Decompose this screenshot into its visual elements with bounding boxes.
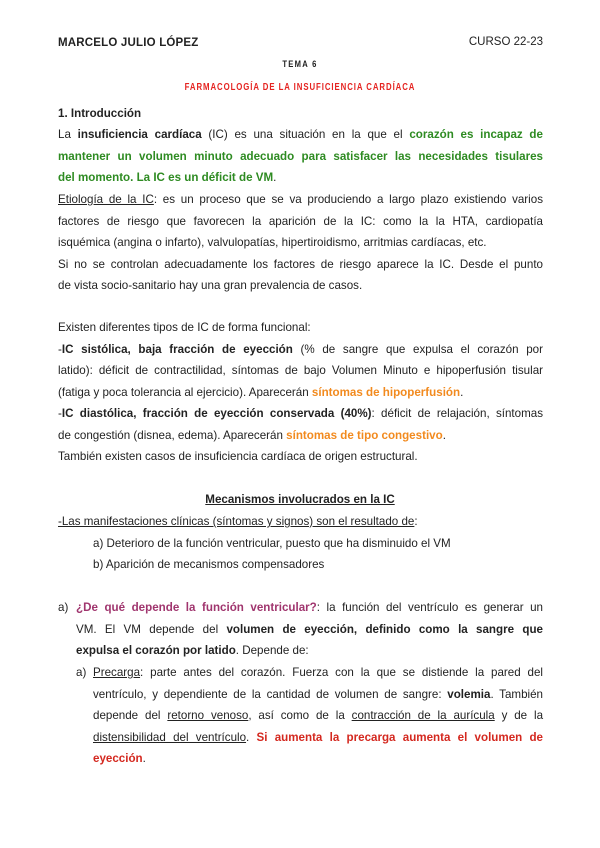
types-paragraph xyxy=(58,317,543,468)
systolic-term: IC sistólica, baja fracción de eyección xyxy=(61,342,293,356)
precarga-term: Precarga xyxy=(93,666,141,679)
mechanism-item-a: a) Deterioro de la función ventricular, puesto que ha disminuido el VM xyxy=(93,537,451,550)
underlined-text: contracción de la aurícula xyxy=(351,709,495,722)
diastolic-term: IC diastólica, fracción de eyección conservada (40%) xyxy=(61,407,372,420)
highlight-red: eyección xyxy=(93,752,143,765)
text: : xyxy=(414,515,418,528)
underlined-text: retorno venoso xyxy=(167,709,249,722)
course-label: CURSO 22-23 xyxy=(468,36,543,48)
text: . Depende de: xyxy=(235,644,309,657)
text: (% de sangre que expulsa el corazón por xyxy=(292,342,543,356)
text: - xyxy=(58,407,62,420)
text: VM. El VM depende del xyxy=(76,622,227,636)
text: depende del xyxy=(93,709,168,722)
question-highlight: ¿De qué depende la función ventricular? xyxy=(76,601,317,614)
systolic-line-2: latido): déficit de contractilidad, síntomas de bajo Volumen Minuto e hipoperfusión tisular xyxy=(58,364,543,377)
text: : déficit de relajación, síntomas xyxy=(371,407,543,420)
highlight-green: corazón es incapaz de xyxy=(409,128,543,141)
question-paragraph xyxy=(76,597,543,662)
question-line-1 xyxy=(76,597,543,619)
text: . xyxy=(442,428,446,442)
question-marker: a) xyxy=(58,601,69,614)
precarga-line-5 xyxy=(93,748,543,770)
etiology-label: Etiología de la IC xyxy=(58,193,154,206)
text: : parte antes del corazón. Fuerza con la que se distiende la pared del xyxy=(140,666,543,679)
text: - xyxy=(58,342,62,356)
section-heading: 1. Introducción xyxy=(58,107,142,120)
author-name: MARCELO JULIO LÓPEZ xyxy=(58,37,199,49)
precarga-paragraph xyxy=(93,662,543,770)
bold-text: volemia xyxy=(447,687,491,701)
text: (IC) es una situación en la que el xyxy=(201,128,410,141)
text: : la función del ventrículo es generar un xyxy=(316,601,543,614)
topic-number: TEMA 6 xyxy=(282,59,318,70)
mechanisms-intro xyxy=(58,511,418,533)
types-intro: Existen diferentes tipos de IC de forma funcional: xyxy=(58,321,311,334)
etiology-line-1 xyxy=(58,189,543,211)
systolic-line-1 xyxy=(58,339,543,361)
intro-line-2 xyxy=(58,146,543,168)
highlight-green: mantener un volumen minuto adecuado para satisfacer las necesidades tisulares xyxy=(58,149,543,163)
highlight-orange: síntomas de hipoperfusión xyxy=(311,385,461,399)
etiology-paragraph xyxy=(58,189,543,297)
text: (fatiga y poca tolerancia al ejercicio). Aparecerán xyxy=(58,385,312,399)
mechanism-item-b: b) Aparición de mecanismos compensadores xyxy=(93,558,325,571)
diastolic-line-2 xyxy=(58,425,543,447)
precarga-line-1 xyxy=(93,662,543,684)
underlined-text: distensibilidad del ventrículo xyxy=(93,730,247,744)
question-line-3 xyxy=(76,640,543,662)
text: -Las manifestaciones clínicas (síntomas y signos) son el resultado de xyxy=(58,515,415,528)
intro-line-3 xyxy=(58,167,543,189)
etiology-line-4: Si no se controlan adecuadamente los factores de riesgo aparece la IC. Desde el punto xyxy=(58,257,543,271)
text: . xyxy=(460,385,464,399)
sub-marker: a) xyxy=(76,666,87,679)
text: ventrículo, y dependiente de la cantidad de volumen de sangre: xyxy=(93,687,448,701)
text: La xyxy=(58,128,78,141)
text: . También xyxy=(490,687,543,701)
precarga-line-3 xyxy=(93,705,543,727)
precarga-line-2 xyxy=(93,684,543,706)
question-line-2 xyxy=(76,619,543,641)
bold-text: volumen de eyección, definido como la sangre que xyxy=(226,622,543,636)
intro-line-1 xyxy=(58,124,543,146)
etiology-line-2: factores de riesgo que favorecen la aparición de la IC: como la la HTA, cardiopatía xyxy=(58,214,543,228)
text: . xyxy=(246,730,257,744)
etiology-line-3: isquémica (angina o infarto), valvulopatías, hipertiroidismo, arritmias cardíacas, etc. xyxy=(58,236,487,249)
precarga-line-4 xyxy=(93,727,543,749)
systolic-line-3 xyxy=(58,382,543,404)
text: , así como de la xyxy=(248,709,352,722)
text: y de la xyxy=(494,709,544,722)
text: de congestión (disnea, edema). Aparecerán xyxy=(58,428,287,442)
highlight-red: Si aumenta la precarga aumenta el volumen de xyxy=(256,730,543,744)
document-title: FARMACOLOGÍA DE LA INSUFICIENCIA CARDÍACA xyxy=(184,82,416,93)
bold-text: expulsa el corazón por latido xyxy=(76,644,236,657)
highlight-green: del momento. La IC es un déficit de VM xyxy=(58,171,274,184)
structural-line: También existen casos de insuficiencia cardíaca de origen estructural. xyxy=(58,450,418,463)
intro-paragraph xyxy=(58,124,543,189)
highlight-orange: síntomas de tipo congestivo xyxy=(286,428,443,442)
text: . xyxy=(273,171,277,184)
diastolic-line-1 xyxy=(58,403,543,425)
text: . xyxy=(142,752,146,765)
mechanisms-heading: Mecanismos involucrados en la IC xyxy=(205,493,395,506)
term-bold: insuficiencia cardíaca xyxy=(77,128,202,141)
etiology-line-5: de vista socio-sanitario hay una gran prevalencia de casos. xyxy=(58,279,363,292)
text: : es un proceso que se va produciendo a largo plazo existiendo varios xyxy=(153,193,543,206)
